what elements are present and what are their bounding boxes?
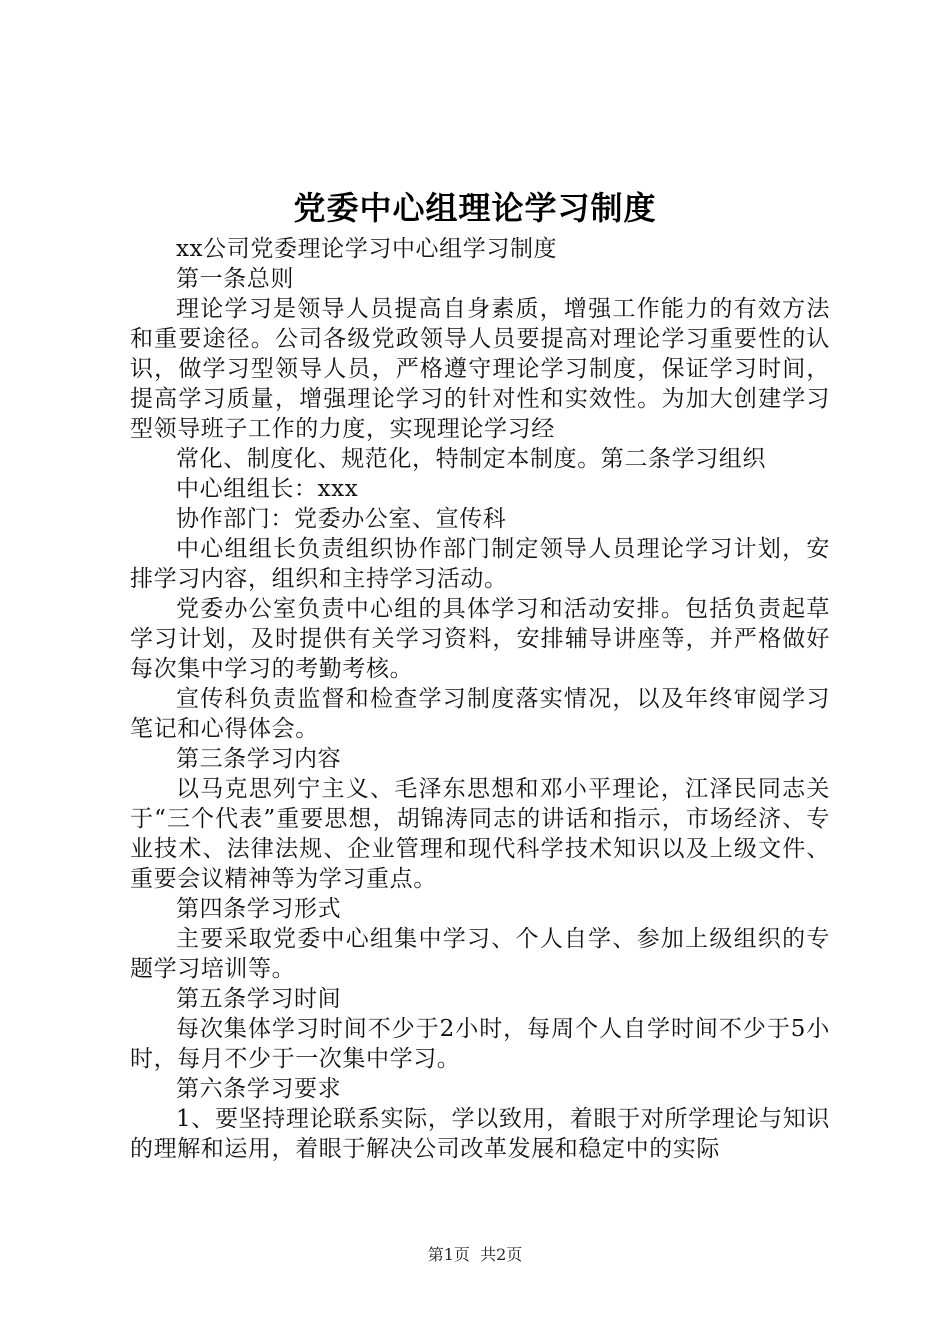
body-paragraph: 主要采取党委中心组集中学习、个人自学、参加上级组织的专题学习培训等。: [130, 926, 830, 982]
document-body: [130, 234, 830, 1164]
body-paragraph: 1、要坚持理论联系实际，学以致用，着眼于对所学理论与知识的理解和运用，着眼于解决公司改革发展和稳定中的实际: [130, 1106, 830, 1162]
page-footer: [0, 1243, 950, 1267]
body-paragraph: 协作部门：党委办公室、宣传科: [176, 506, 507, 532]
section-heading: 第六条学习要求: [176, 1076, 342, 1102]
section-heading: 第四条学习形式: [176, 896, 342, 922]
footer-spacer: [470, 1245, 480, 1264]
section-heading: 第三条学习内容: [176, 746, 342, 772]
body-paragraph: 党委办公室负责中心组的具体学习和活动安排。包括负责起草学习计划，及时提供有关学习资料，安排辅导讲座等，并严格做好每次集中学习的考勤考核。: [130, 596, 830, 682]
page-number: 第1页: [427, 1245, 470, 1264]
body-paragraph: 宣传科负责监督和检查学习制度落实情况，以及年终审阅学习笔记和心得体会。: [130, 686, 830, 742]
body-paragraph: 理论学习是领导人员提高自身素质，增强工作能力的有效方法和重要途径。公司各级党政领导人员要提高对理论学习重要性的认识，做学习型领导人员，严格遵守理论学习制度，保证学习时间，提高学习质量，增强理论学习的针对性和实效性。为加大创建学习型领导班子工作的力度，实现理论学习经: [130, 296, 830, 442]
page-total: 共2页: [480, 1245, 523, 1264]
body-paragraph: 以马克思列宁主义、毛泽东思想和邓小平理论，江泽民同志关于“三个代表”重要思想，胡锦涛同志的讲话和指示，市场经济、专业技术、法律法规、企业管理和现代科学技术知识以及上级文件、重要会议精神等为学习重点。: [130, 776, 830, 892]
body-paragraph: 中心组组长：xxx: [176, 476, 359, 502]
section-heading: 第五条学习时间: [176, 986, 342, 1012]
section-heading: 第一条总则: [176, 266, 294, 292]
body-paragraph: 中心组组长负责组织协作部门制定领导人员理论学习计划，安排学习内容，组织和主持学习活动。: [130, 536, 830, 592]
document-title: 党委中心组理论学习制度: [293, 189, 657, 227]
body-paragraph: 每次集体学习时间不少于2小时，每周个人自学时间不少于5小时，每月不少于一次集中学习。: [130, 1016, 830, 1072]
body-paragraph: 常化、制度化、规范化，特制定本制度。第二条学习组织: [176, 446, 766, 472]
body-paragraph: xx公司党委理论学习中心组学习制度: [176, 236, 558, 262]
